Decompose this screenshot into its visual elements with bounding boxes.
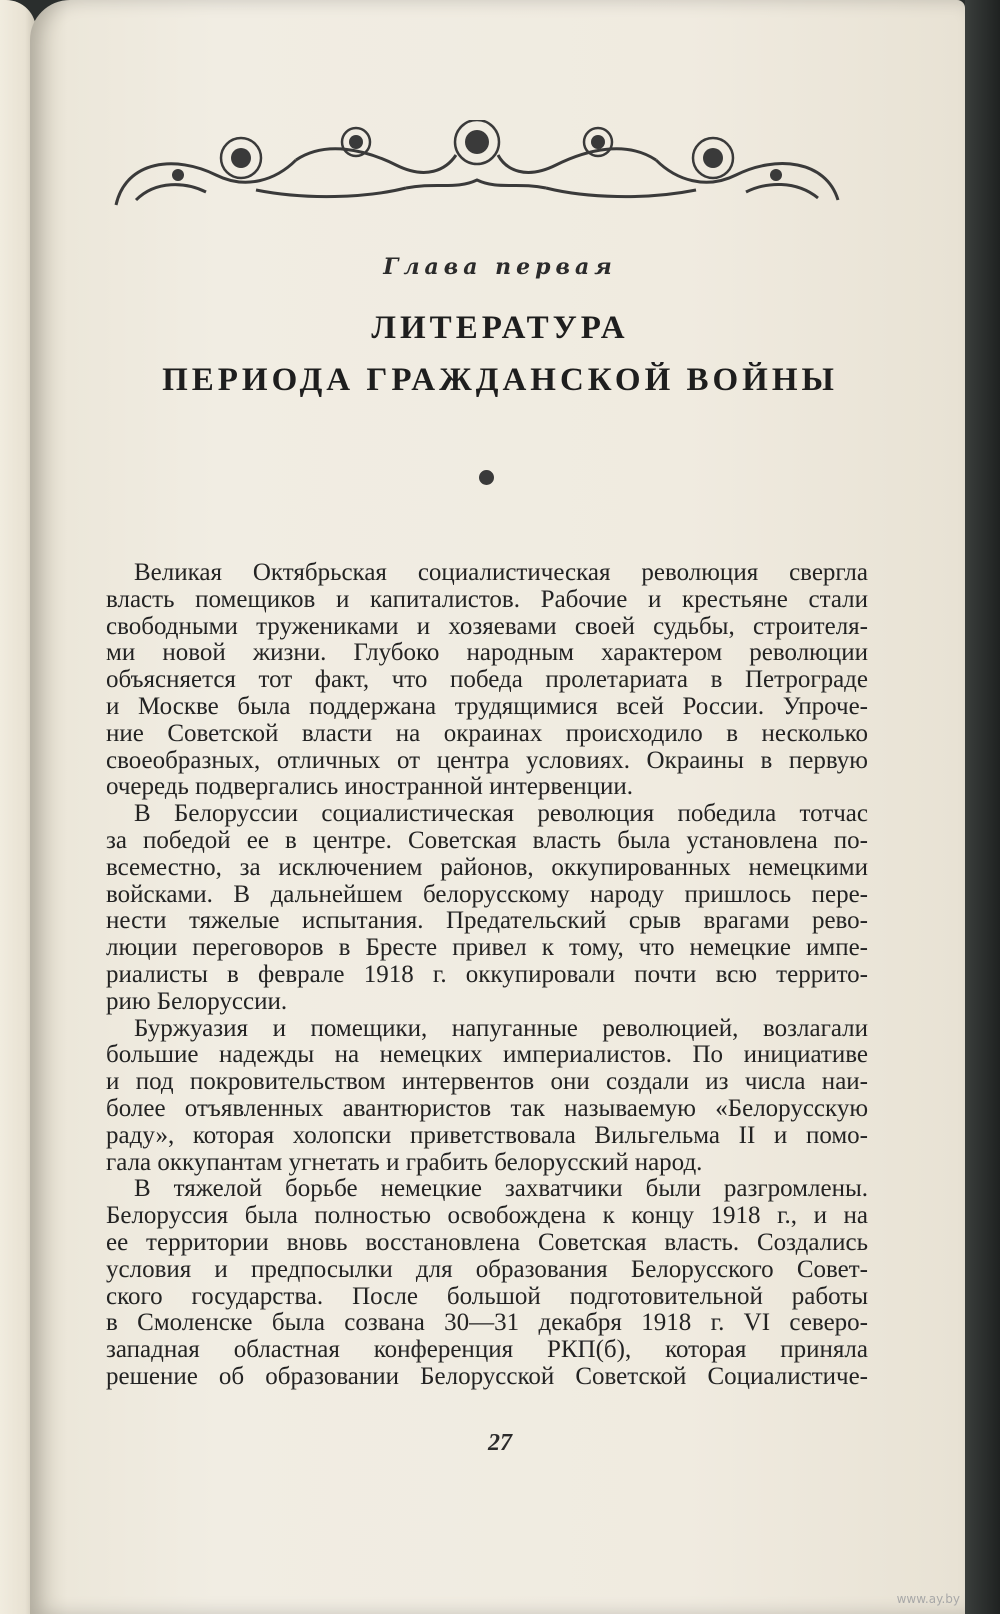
text-line: Белоруссия была полностью освобождена к концу 1918 г., и на: [106, 1202, 868, 1230]
text-line: более отъявленных авантюристов так называемую «Белорусскую: [106, 1094, 868, 1122]
text-line: ее территории вновь восстановлена Советская власть. Создались: [106, 1228, 868, 1256]
text-line: Буржуазия и помещики, напуганные революцией, возлагали: [134, 1014, 868, 1042]
text-line: ние Советской власти на окраинах происходило в несколько: [106, 719, 868, 747]
text-line: большие надежды на немецких империалистов. По инициативе: [106, 1041, 868, 1069]
text-line: ми новой жизни. Глубоко народным характером революции: [106, 639, 868, 667]
text-line: западная областная конференция РКП(б), которая приняла: [106, 1336, 868, 1364]
text-line: гала оккупантам угнетать и грабить белорусский народ.: [106, 1148, 703, 1176]
text-line: решение об образовании Белорусской Советской Социалистиче-: [106, 1362, 868, 1390]
text-line: очередь подвергались иностранной интервенции.: [106, 773, 633, 801]
text-line: нести тяжелые испытания. Предательский срыв врагами рево-: [106, 907, 868, 935]
text-line: и Москве была поддержана трудящимися всей России. Упроче-: [106, 692, 868, 720]
text-line: условия и предпосылки для образования Белорусского Совет-: [106, 1255, 868, 1283]
text-line: Великая Октябрьская социалистическая революция свергла: [134, 559, 868, 586]
chapter-title: [30, 302, 970, 406]
text-line: В Белоруссии социалистическая революция победила тотчас: [134, 800, 868, 828]
text-line: своеобразных, отличных от центра условиях. Окраины в первую: [106, 746, 868, 774]
text-line: раду», которая холопски приветствовала Вильгельма II и помо-: [106, 1121, 868, 1149]
chapter-title-line-2: ПЕРИОДА ГРАЖДАНСКОЙ ВОЙНЫ: [162, 362, 838, 398]
watermark: www.ay.by: [896, 1592, 960, 1606]
text-line: и под покровительством интервентов они создали из числа наи-: [106, 1068, 868, 1096]
book-page: [30, 0, 965, 1614]
text-line: войсками. В дальнейшем белорусскому народу пришлось пере-: [106, 880, 868, 908]
text-line: люции переговоров в Бресте привел к тому, что немецкие импе-: [106, 934, 868, 962]
page-number: 27: [488, 1430, 512, 1456]
text-line: свободными тружениками и хозяевами своей судьбы, строителя-: [106, 612, 868, 640]
text-line: риалисты в феврале 1918 г. оккупировали почти всю террито-: [106, 960, 868, 988]
text-line: всеместно, за исключением районов, оккупированных немецкими: [106, 853, 868, 881]
text-line: рию Белоруссии.: [106, 987, 288, 1015]
text-line: ского государства. После большой подготовительной работы: [106, 1282, 868, 1310]
bullet-dot-icon: [479, 470, 494, 485]
text-line: власть помещиков и капиталистов. Рабочие и крестьяне стали: [106, 585, 868, 613]
chapter-label: Глава первая: [383, 254, 617, 280]
book-cover-edge: [965, 0, 1000, 1614]
text-line: объясняется тот факт, что победа пролетариата в Петрограде: [106, 666, 868, 694]
floral-ornament-icon: [106, 120, 848, 212]
text-line: В тяжелой борьбе немецкие захватчики были разгромлены.: [134, 1175, 868, 1203]
body-text: [106, 560, 868, 1391]
text-line: за победой ее в центре. Советская власть была установлена по-: [106, 826, 868, 854]
text-line: в Смоленске была созвана 30—31 декабря 1918 г. VI северо-: [106, 1309, 868, 1337]
chapter-title-line-1: ЛИТЕРАТУРА: [371, 310, 629, 346]
